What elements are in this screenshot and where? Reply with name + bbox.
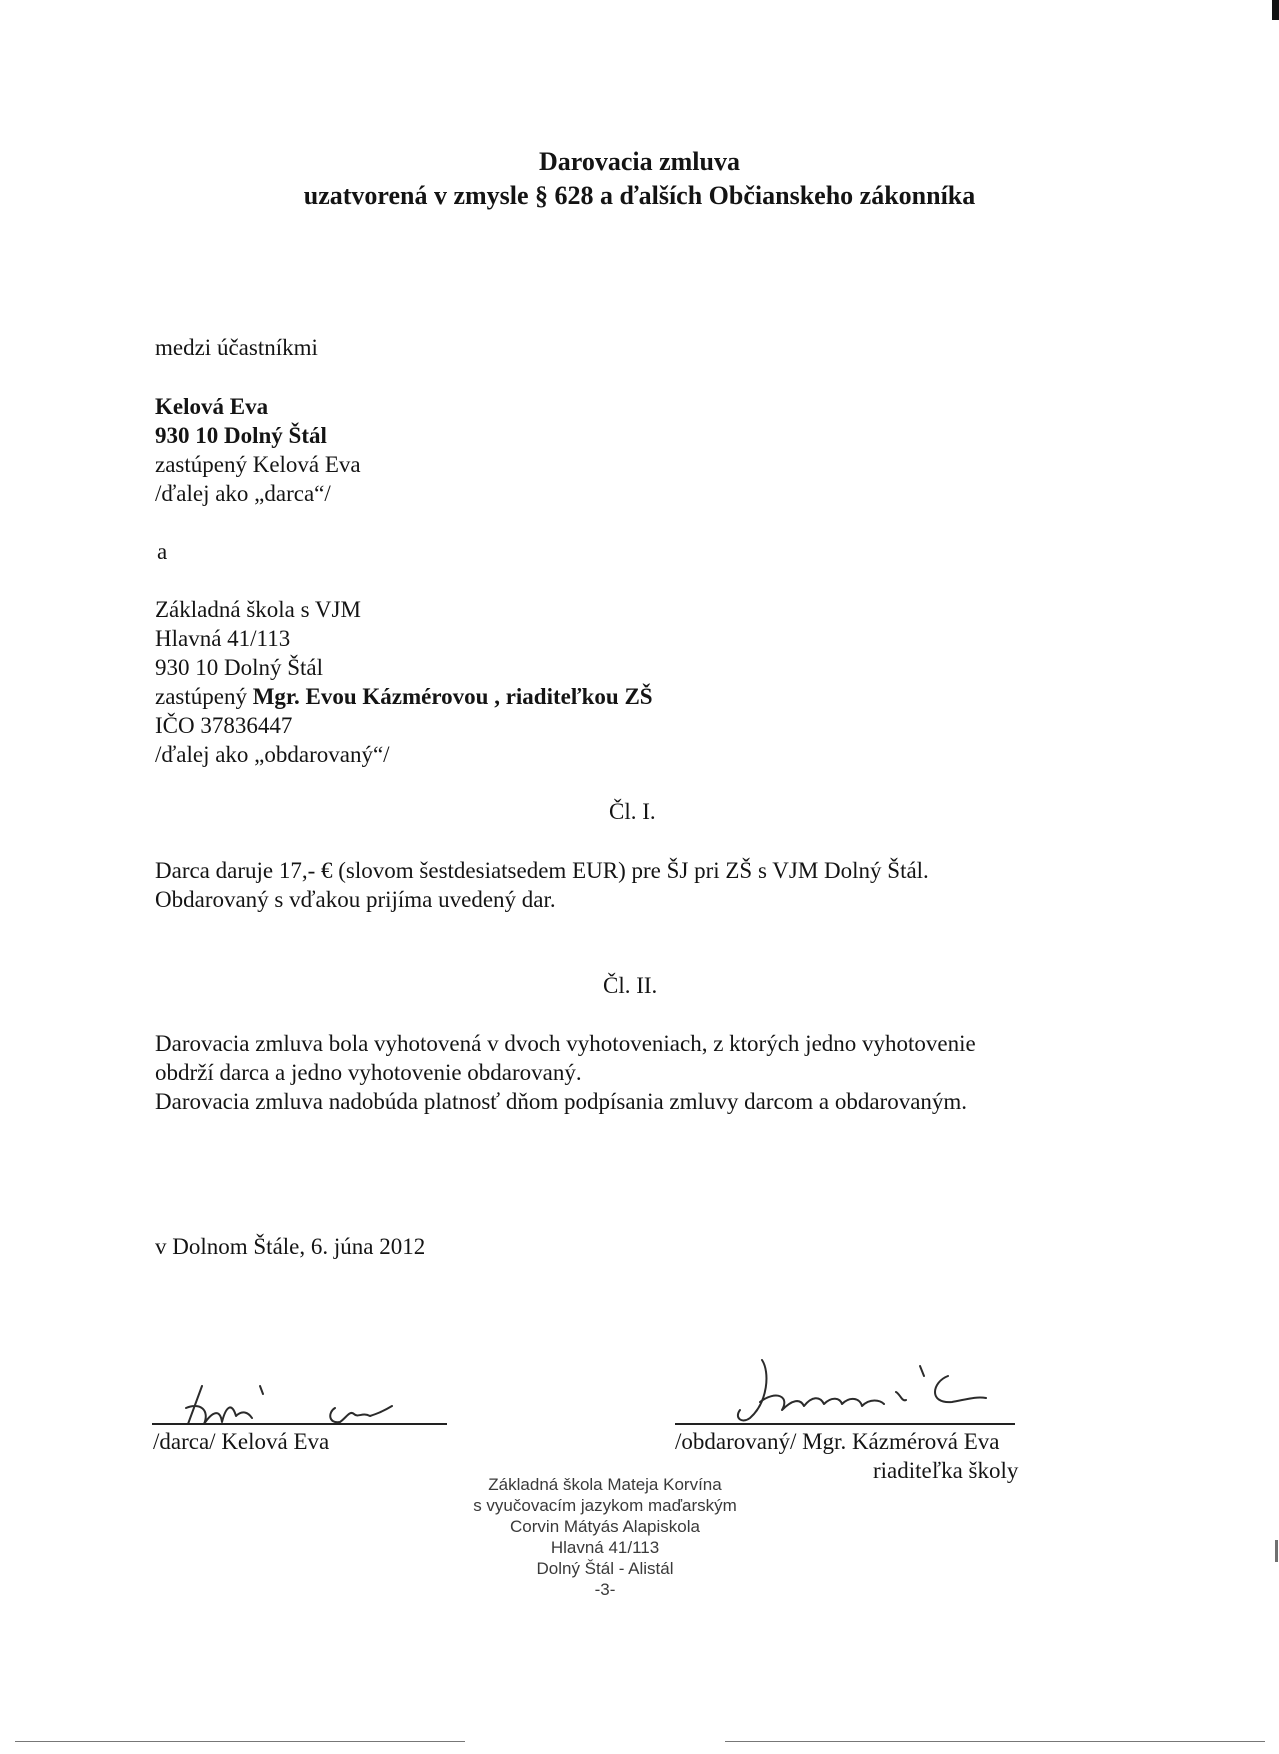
donor-address: 930 10 Dolný Štál (155, 423, 327, 448)
stamp-line-3: Corvin Mátyás Alapiskola (510, 1517, 700, 1536)
intro-text: medzi účastníkmi (155, 335, 318, 360)
article2-line1: Darovacia zmluva bola vyhotovená v dvoch vyhotoveniach, z ktorých jedno vyhotovenie (155, 1031, 976, 1056)
recipient-city: 930 10 Dolný Štál (155, 655, 324, 680)
conjunction: a (157, 539, 168, 564)
article1-line2: Obdarovaný s vďakou prijíma uvedený dar. (155, 887, 556, 912)
article2-line3: Darovacia zmluva nadobúda platnosť dňom podpísania zmluvy darcom a obdarovaným. (155, 1089, 968, 1114)
stamp-line-5: Dolný Štál - Alistál (536, 1559, 674, 1578)
recipient-ico: IČO 37836447 (155, 713, 293, 738)
scan-bottom-line (15, 1741, 465, 1742)
school-stamp (440, 1474, 770, 1600)
article2-heading: Čl. II. (603, 973, 658, 998)
article2-line2: obdrží darca a jedno vyhotovenie obdarovaný. (155, 1060, 582, 1085)
place-date: v Dolnom Štále, 6. júna 2012 (155, 1234, 426, 1259)
represented-by: Mgr. Evou Kázmérovou , riaditeľkou ZŠ (252, 684, 653, 709)
donor-signature-label: /darca/ Kelová Eva (153, 1429, 330, 1454)
document-title: Darovacia zmluva (539, 147, 740, 176)
donor-signature-line (152, 1423, 447, 1425)
scan-edge-mark (1275, 1540, 1278, 1562)
scan-bottom-line-right (725, 1741, 1265, 1742)
stamp-line-4: Hlavná 41/113 (550, 1538, 660, 1557)
page-number: -3- (594, 1580, 616, 1599)
recipient-represented (155, 683, 653, 711)
stamp-line-1: Základná škola Mateja Korvína (488, 1475, 722, 1494)
recipient-role: /ďalej ako „obdarovaný“/ (155, 742, 390, 767)
recipient-name: Základná škola s VJM (155, 597, 361, 622)
recipient-signature (720, 1352, 1010, 1432)
donor-name: Kelová Eva (155, 394, 269, 419)
recipient-street: Hlavná 41/113 (155, 626, 291, 651)
scan-corner-mark (1272, 0, 1279, 20)
recipient-signature-label: /obdarovaný/ Mgr. Kázmérová Eva (675, 1429, 1000, 1454)
recipient-title: riaditeľka školy (873, 1458, 1019, 1483)
article1-heading: Čl. I. (609, 799, 656, 824)
document-subtitle: uzatvorená v zmysle § 628 a ďalších Občianskeho zákonníka (303, 181, 976, 210)
article1-line1: Darca daruje 17,- € (slovom šestdesiatsedem EUR) pre ŠJ pri ZŠ s VJM Dolný Štál. (155, 858, 929, 883)
recipient-signature-line (675, 1423, 1015, 1425)
donor-represented: zastúpený Kelová Eva (155, 452, 361, 477)
represented-prefix: zastúpený (155, 684, 247, 709)
stamp-line-2: s vyučovacím jazykom maďarským (473, 1496, 737, 1515)
donor-role: /ďalej ako „darca“/ (155, 481, 331, 506)
